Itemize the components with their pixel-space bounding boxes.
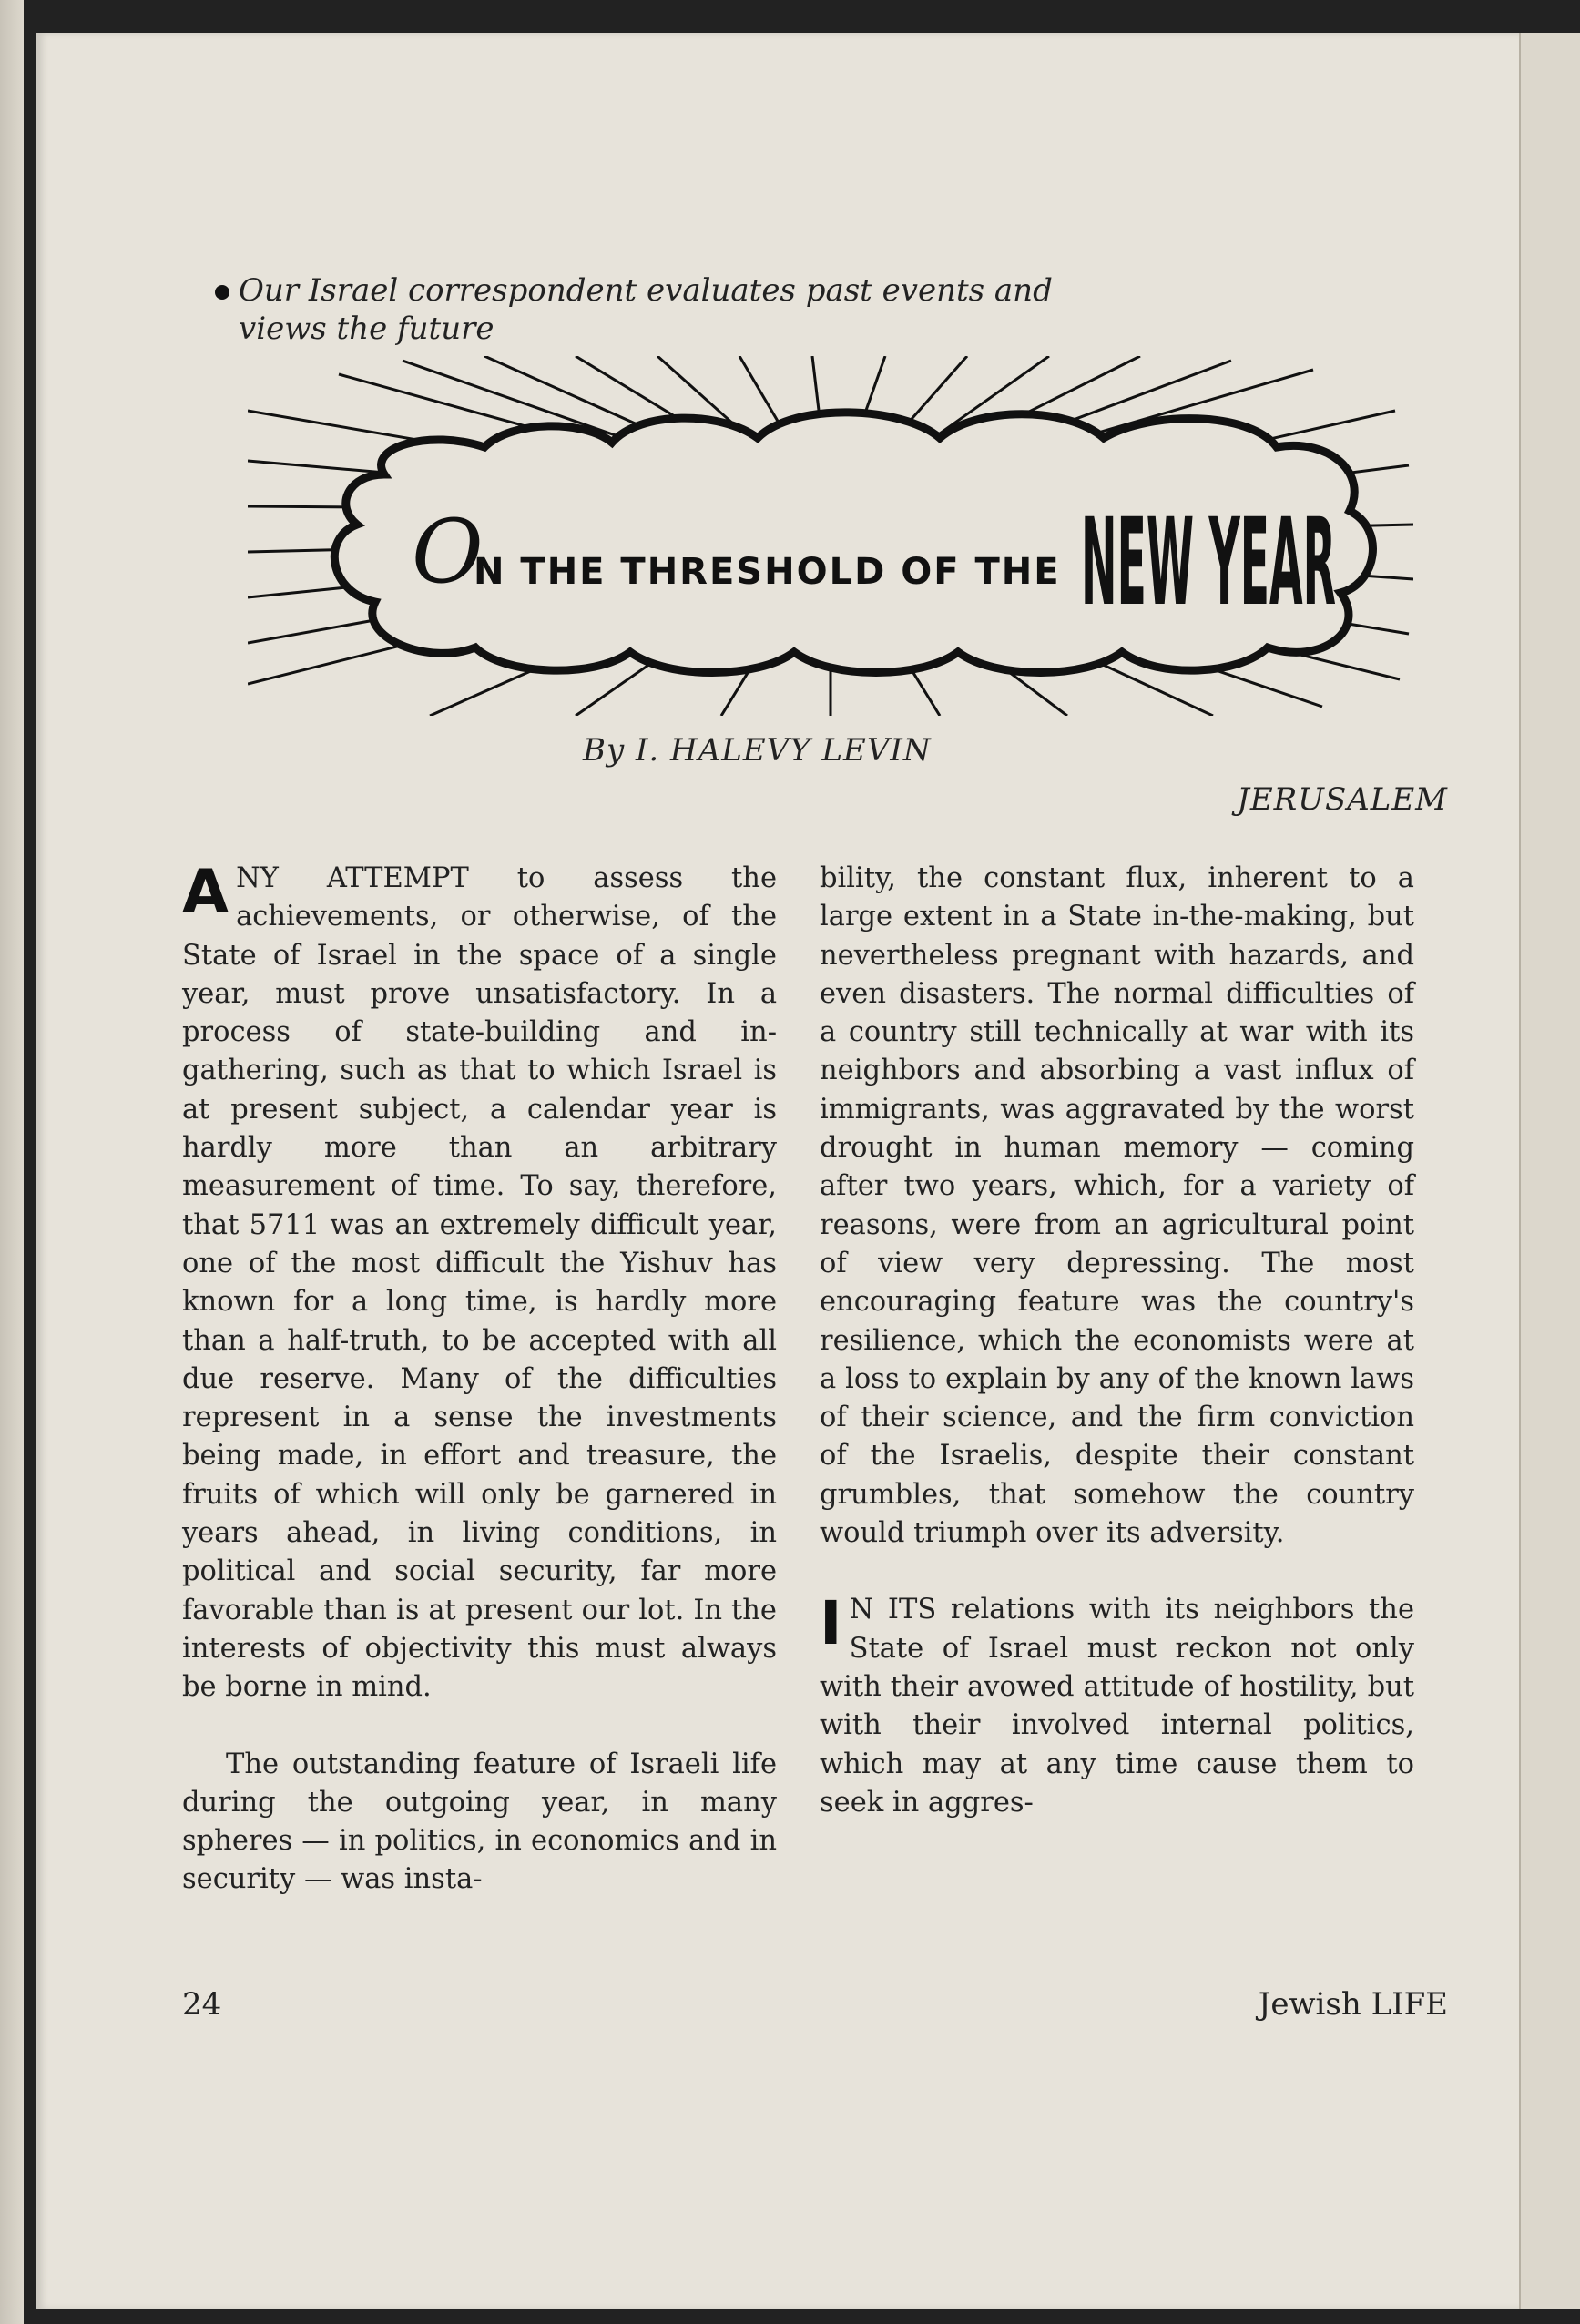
dateline: JERUSALEM	[1237, 781, 1448, 818]
paragraph-text: to assess the achievements, or otherwise, of the State of Israel in the space of a single year, must prove unsatisfactory. In a process of state-building and in-gathering, such as that to which Israel is at present subject, a calendar year is hardly more than an arbitrary measurement of time. To say, therefore, that 5711 was an extremely difficult year, one of the most difficult the Yishuv has known for a long time, is hardly more than a half-truth, to be accepted with all due reserve. Many of the difficulties represent in a sense the investments being made, in effort and treasure, the fruits of which will only be garnered in years ahead, in living conditions, in political and social security, far more favorable than is at present our lot. In the interests of objectivity this must always be borne in mind.	[182, 862, 777, 1704]
headline-cloud-graphic	[248, 356, 1413, 716]
paragraph	[182, 857, 777, 1707]
adjacent-page-edge	[1519, 33, 1580, 2309]
paragraph-text: relations with its neighbors the State of Israel must reckon not only with their avowed attitude of hostility, but with their involved internal politics, which may at any time cause them to seek in aggres-	[820, 1594, 1415, 1819]
lead-in: NY ATTEMPT	[236, 862, 469, 894]
byline: By I. HALEVY LEVIN	[583, 732, 932, 769]
paragraph	[820, 1588, 1415, 1822]
page-number: 24	[182, 1986, 222, 2023]
lead-in: N ITS	[849, 1594, 937, 1626]
headline-initial: O	[412, 501, 484, 603]
magazine-name: Jewish LIFE	[1258, 1986, 1448, 2023]
paragraph: The outstanding feature of Israeli life during the outgoing year, in many spheres — in politics, in economics and in security — was insta-	[182, 1748, 777, 1896]
page-spine	[0, 0, 24, 2324]
drop-cap: A	[182, 857, 229, 927]
headline-small-text: N THE THRESHOLD OF THE	[474, 551, 1061, 593]
drop-cap: I	[820, 1588, 842, 1659]
magazine-page	[36, 33, 1525, 2309]
kicker	[239, 271, 1058, 348]
bullet-icon	[215, 285, 229, 300]
article-column-left	[182, 857, 777, 1900]
article-column-right	[820, 860, 1414, 1822]
kicker-text: Our Israel correspondent evaluates past events and views the future	[239, 272, 1053, 347]
headline-big-text: NEW YEAR	[1081, 493, 1336, 633]
paragraph: bility, the constant flux, inherent to a large extent in a State in-the-making, but nevertheless pregnant with hazards, and even disasters. The normal difficulties of a country still technically at war with its neighbors and absorbing a vast influx of immigrants, was aggravated by the worst drought in human memory — coming after two years, which, for a variety of reasons, were from an agricultural point of view very depressing. The most encouraging feature was the country's resilience, which the economists were at a loss to explain by any of the known laws of their science, and the firm conviction of the Israelis, despite their constant grumbles, that somehow the country would triumph over its adversity.	[820, 862, 1414, 1550]
